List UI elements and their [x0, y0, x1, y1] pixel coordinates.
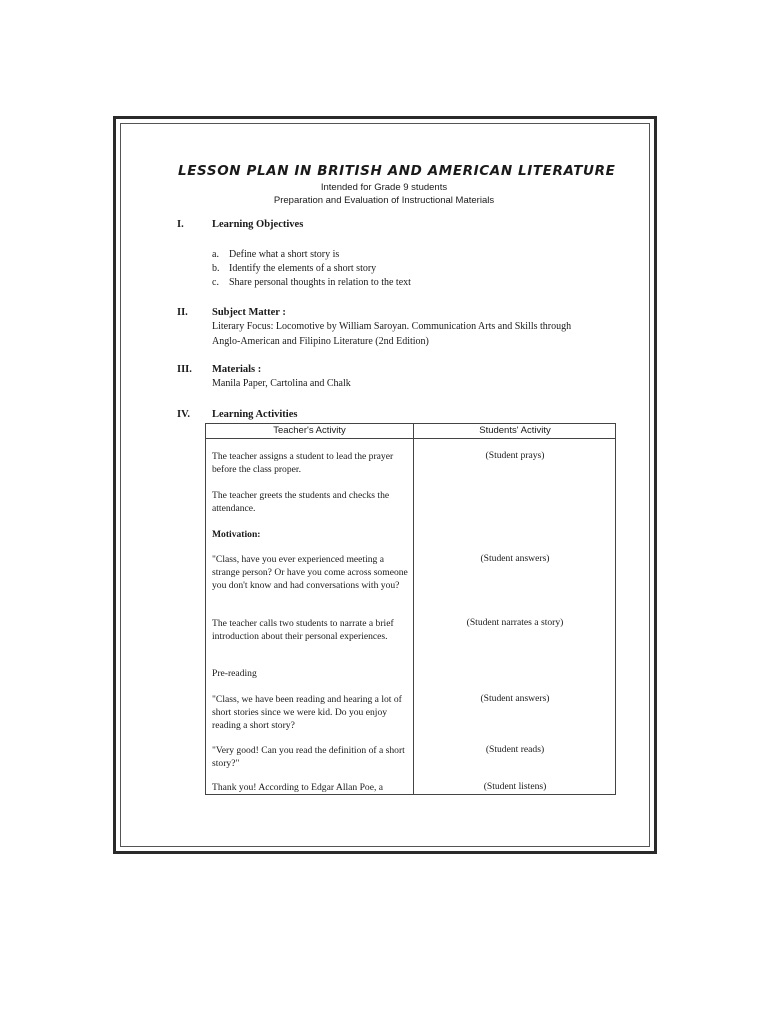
materials-text: Manila Paper, Cartolina and Chalk	[212, 378, 351, 389]
subject-matter-line-2: Anglo-American and Filipino Literature (2nd Edition)	[212, 336, 429, 347]
column-header-students: Students' Activity	[479, 425, 551, 436]
document-subtitle-course: Preparation and Evaluation of Instructional Materials	[273, 195, 495, 206]
student-activity: (Student reads)	[485, 744, 545, 755]
teacher-activity: The teacher greets the students and checks the attendance.	[212, 490, 390, 514]
section-numeral-subject: II.	[177, 307, 188, 318]
student-activity: (Student narrates a story)	[466, 617, 564, 628]
section-numeral-activities: IV.	[177, 409, 190, 420]
table-column-divider	[413, 424, 414, 794]
student-activity: (Student answers)	[480, 693, 550, 704]
teacher-activity: The teacher calls two students to narrate a brief introduction about their personal experiences.	[212, 618, 394, 642]
section-numeral-materials: III.	[177, 364, 192, 375]
objective-letter: a.	[212, 249, 219, 260]
activities-table	[205, 423, 616, 795]
table-header-rule	[206, 438, 615, 439]
objective-text: Share personal thoughts in relation to the text	[229, 277, 411, 288]
student-activity: (Student prays)	[485, 450, 545, 461]
column-header-teacher: Teacher's Activity	[273, 425, 346, 436]
section-numeral-objectives: I.	[177, 219, 184, 230]
section-heading-materials: Materials :	[212, 364, 262, 375]
objective-text: Define what a short story is	[229, 249, 340, 260]
teacher-activity: "Class, have you ever experienced meeting a strange person? Or have you come across someone you don't know and had conversations with you?	[212, 554, 408, 591]
document-subtitle-grade: Intended for Grade 9 students	[320, 182, 448, 193]
section-heading-subject: Subject Matter :	[212, 307, 286, 318]
teacher-activity-motivation: Motivation:	[212, 529, 261, 540]
teacher-activity: "Very good! Can you read the definition of a short story?"	[212, 745, 405, 769]
objective-letter: c.	[212, 277, 219, 288]
teacher-activity: The teacher assigns a student to lead the prayer before the class proper.	[212, 451, 394, 475]
objective-letter: b.	[212, 263, 220, 274]
teacher-activity: Thank you! According to Edgar Allan Poe, a	[212, 782, 384, 793]
student-activity: (Student answers)	[480, 553, 550, 564]
section-heading-activities: Learning Activities	[212, 409, 298, 420]
teacher-activity: "Class, we have been reading and hearing a lot of short stories since we were kid. Do you enjoy reading a short story?	[212, 694, 402, 731]
subject-matter-line-1: Literary Focus: Locomotive by William Saroyan. Communication Arts and Skills through	[212, 321, 572, 332]
teacher-activity-prereading: Pre-reading	[212, 668, 257, 679]
objective-text: Identify the elements of a short story	[229, 263, 377, 274]
student-activity: (Student listens)	[483, 781, 547, 792]
document-title: LESSON PLAN IN BRITISH AND AMERICAN LITERATURE	[178, 163, 616, 179]
section-heading-objectives: Learning Objectives	[212, 219, 304, 230]
